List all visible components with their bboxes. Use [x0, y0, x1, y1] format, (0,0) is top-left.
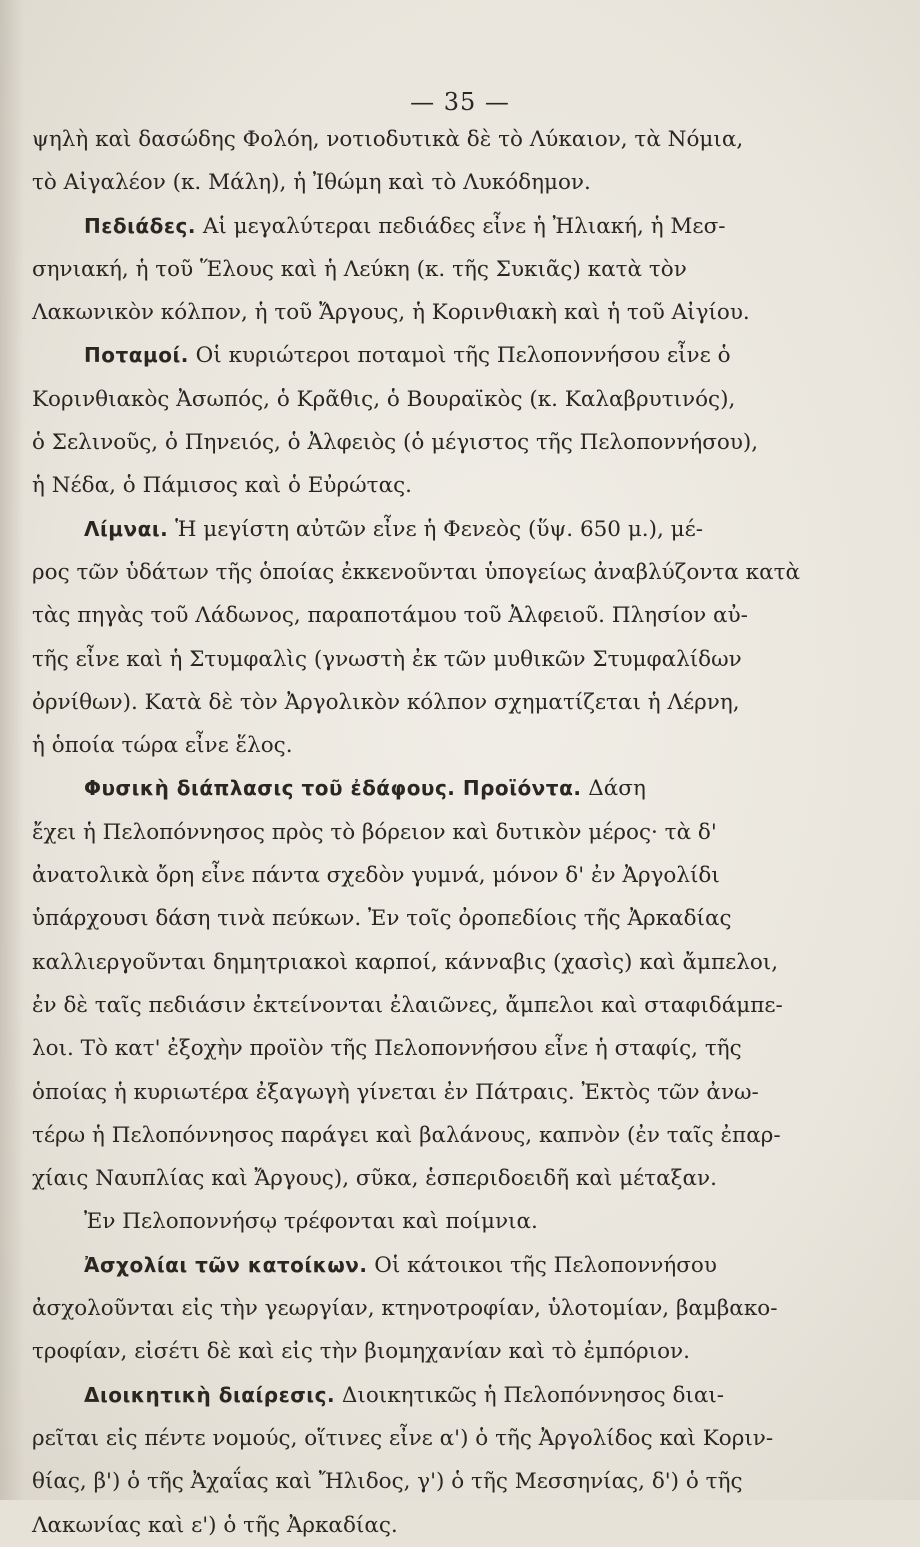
text-line — [32, 767, 812, 810]
text-line — [32, 1114, 812, 1157]
line-text: θίας, β') ὁ τῆς Ἀχαΐας καὶ Ἤλιδος, γ') ὁ τῆς Μεσσηνίας, δ') ὁ τῆς — [32, 1469, 743, 1495]
line-text: ἀσχολοῦνται εἰς τὴν γεωργίαν, κτηνοτροφίαν, ὑλοτομίαν, βαμβακο- — [32, 1296, 778, 1322]
line-text: λοι. Τὸ κατ' ἐξοχὴν προϊὸν τῆς Πελοποννήσου εἶνε ἡ σταφίς, τῆς — [32, 1036, 742, 1062]
section-heading: Ἀσχολίαι τῶν κατοίκων. — [84, 1252, 368, 1277]
text-line — [32, 941, 812, 984]
text-line — [32, 638, 812, 681]
body-text — [32, 118, 812, 1547]
text-line — [32, 551, 812, 594]
line-text: ρος τῶν ὑδάτων τῆς ὁποίας ἐκκενοῦνται ὑπογείως ἀναβλύζοντα κατὰ — [32, 559, 801, 585]
text-line — [32, 1374, 812, 1417]
text-line — [32, 291, 812, 334]
line-text: Λακωνίας καὶ ε') ὁ τῆς Ἀρκαδίας. — [32, 1512, 398, 1538]
text-line — [32, 854, 812, 897]
line-text: Κορινθιακὸς Ἀσωπός, ὁ Κρᾶθις, ὁ Βουραϊκὸς (κ. Καλαβρυτινός), — [32, 386, 736, 412]
section-heading: Φυσικὴ διάπλασις τοῦ ἐδάφους. Προϊόντα. — [84, 776, 582, 801]
line-text: ἀνατολικὰ ὄρη εἶνε πάντα σχεδὸν γυμνά, μόνον δ' ἐν Ἀργολίδι — [32, 863, 720, 889]
line-text: χίαις Ναυπλίας καὶ Ἄργους), σῦκα, ἑσπεριδοειδῆ καὶ μέταξαν. — [32, 1166, 717, 1192]
line-text: σηνιακή, ἡ τοῦ Ἕλους καὶ ἡ Λεύκη (κ. τῆς Συκιᾶς) κατὰ τὸν — [32, 256, 687, 282]
text-line — [32, 161, 812, 204]
text-line — [32, 1330, 812, 1373]
line-text: Αἱ μεγαλύτεραι πεδιάδες εἶνε ἡ Ἠλιακή, ἡ Μεσ- — [195, 213, 726, 239]
line-text: Ἡ μεγίστη αὐτῶν εἶνε ἡ Φενεὸς (ὕψ. 650 μ.), μέ- — [168, 516, 704, 542]
text-line — [32, 334, 812, 377]
page-number: — 35 — — [410, 88, 510, 116]
section-heading: Πεδιάδες. — [84, 213, 196, 238]
text-line — [32, 594, 812, 637]
line-text: τὸ Αἰγαλέον (κ. Μάλη), ἡ Ἰθώμη καὶ τὸ Λυκόδημον. — [32, 170, 591, 196]
line-text: Οἱ κάτοικοι τῆς Πελοποννήσου — [367, 1252, 717, 1278]
text-line — [32, 1504, 812, 1547]
text-line — [32, 1157, 812, 1200]
text-line — [32, 378, 812, 421]
text-line — [32, 724, 812, 767]
text-line — [32, 118, 812, 161]
line-text: τῆς εἶνε καὶ ἡ Στυμφαλὶς (γνωστὴ ἐκ τῶν μυθικῶν Στυμφαλίδων — [32, 646, 742, 672]
text-line — [32, 1027, 812, 1070]
text-line — [32, 681, 812, 724]
text-line — [32, 464, 812, 507]
line-text: ὁποίας ἡ κυριωτέρα ἐξαγωγὴ γίνεται ἐν Πάτραις. Ἐκτὸς τῶν ἀνω- — [32, 1079, 759, 1105]
line-text: ἡ Νέδα, ὁ Πάμισος καὶ ὁ Εὐρώτας. — [32, 473, 412, 499]
binding-shadow — [0, 0, 24, 1500]
line-text: ἔχει ἡ Πελοπόννησος πρὸς τὸ βόρειον καὶ δυτικὸν μέρος· τὰ δ' — [32, 819, 717, 845]
line-text: Δάση — [581, 776, 646, 802]
section-heading: Λίμναι. — [84, 516, 169, 541]
line-text: Λακωνικὸν κόλπον, ἡ τοῦ Ἄργους, ἡ Κορινθιακὴ καὶ ἡ τοῦ Αἰγίου. — [32, 300, 750, 326]
text-line — [32, 1287, 812, 1330]
line-text: ὀρνίθων). Κατὰ δὲ τὸν Ἀργολικὸν κόλπον σχηματίζεται ἡ Λέρνη, — [32, 689, 740, 715]
text-line — [32, 205, 812, 248]
text-line — [32, 811, 812, 854]
line-text: ἡ ὁποία τώρα εἶνε ἕλος. — [32, 733, 293, 759]
line-text: καλλιεργοῦνται δημητριακοὶ καρποί, κάνναβις (χασὶς) καὶ ἄμπελοι, — [32, 949, 779, 975]
text-line — [32, 1200, 812, 1243]
section-heading: Διοικητικὴ διαίρεσις. — [84, 1382, 336, 1407]
line-text: Ἐν Πελοποννήσῳ τρέφονται καὶ ποίμνια. — [84, 1209, 538, 1235]
text-line — [32, 248, 812, 291]
line-text: ρεῖται εἰς πέντε νομούς, οἵτινες εἶνε α') ὁ τῆς Ἀργολίδος καὶ Κοριν- — [32, 1425, 774, 1451]
text-line — [32, 508, 812, 551]
line-text: ὑπάρχουσι δάση τινὰ πεύκων. Ἐν τοῖς ὀροπεδίοις τῆς Ἀρκαδίας — [32, 906, 732, 932]
text-line — [32, 1071, 812, 1114]
line-text: ψηλὴ καὶ δασώδης Φολόη, νοτιοδυτικὰ δὲ τὸ Λύκαιον, τὰ Νόμια, — [32, 127, 744, 152]
line-text: ἐν δὲ ταῖς πεδιάσιν ἐκτείνονται ἐλαιῶνες, ἄμπελοι καὶ σταφιδάμπε- — [32, 992, 783, 1018]
section-heading: Ποταμοί. — [84, 343, 189, 368]
text-line — [32, 897, 812, 940]
line-text: τὰς πηγὰς τοῦ Λάδωνος, παραποτάμου τοῦ Ἀλφειοῦ. Πλησίον αὐ- — [32, 603, 748, 629]
line-text: ὁ Σελινοῦς, ὁ Πηνειός, ὁ Ἀλφειὸς (ὁ μέγιστος τῆς Πελοποννήσου), — [32, 430, 759, 456]
line-text: τροφίαν, εἰσέτι δὲ καὶ εἰς τὴν βιομηχανίαν καὶ τὸ ἐμπόριον. — [32, 1339, 690, 1365]
text-line — [32, 984, 812, 1027]
text-line — [32, 421, 812, 464]
text-line — [32, 1244, 812, 1287]
line-text: Οἱ κυριώτεροι ποταμοὶ τῆς Πελοποννήσου εἶνε ὁ — [188, 343, 731, 369]
line-text: Διοικητικῶς ἡ Πελοπόννησος διαι- — [335, 1382, 725, 1408]
text-line — [32, 1417, 812, 1460]
text-line — [32, 1460, 812, 1503]
line-text: τέρω ἡ Πελοπόννησος παράγει καὶ βαλάνους, καπνὸν (ἐν ταῖς ἐπαρ- — [32, 1122, 781, 1148]
